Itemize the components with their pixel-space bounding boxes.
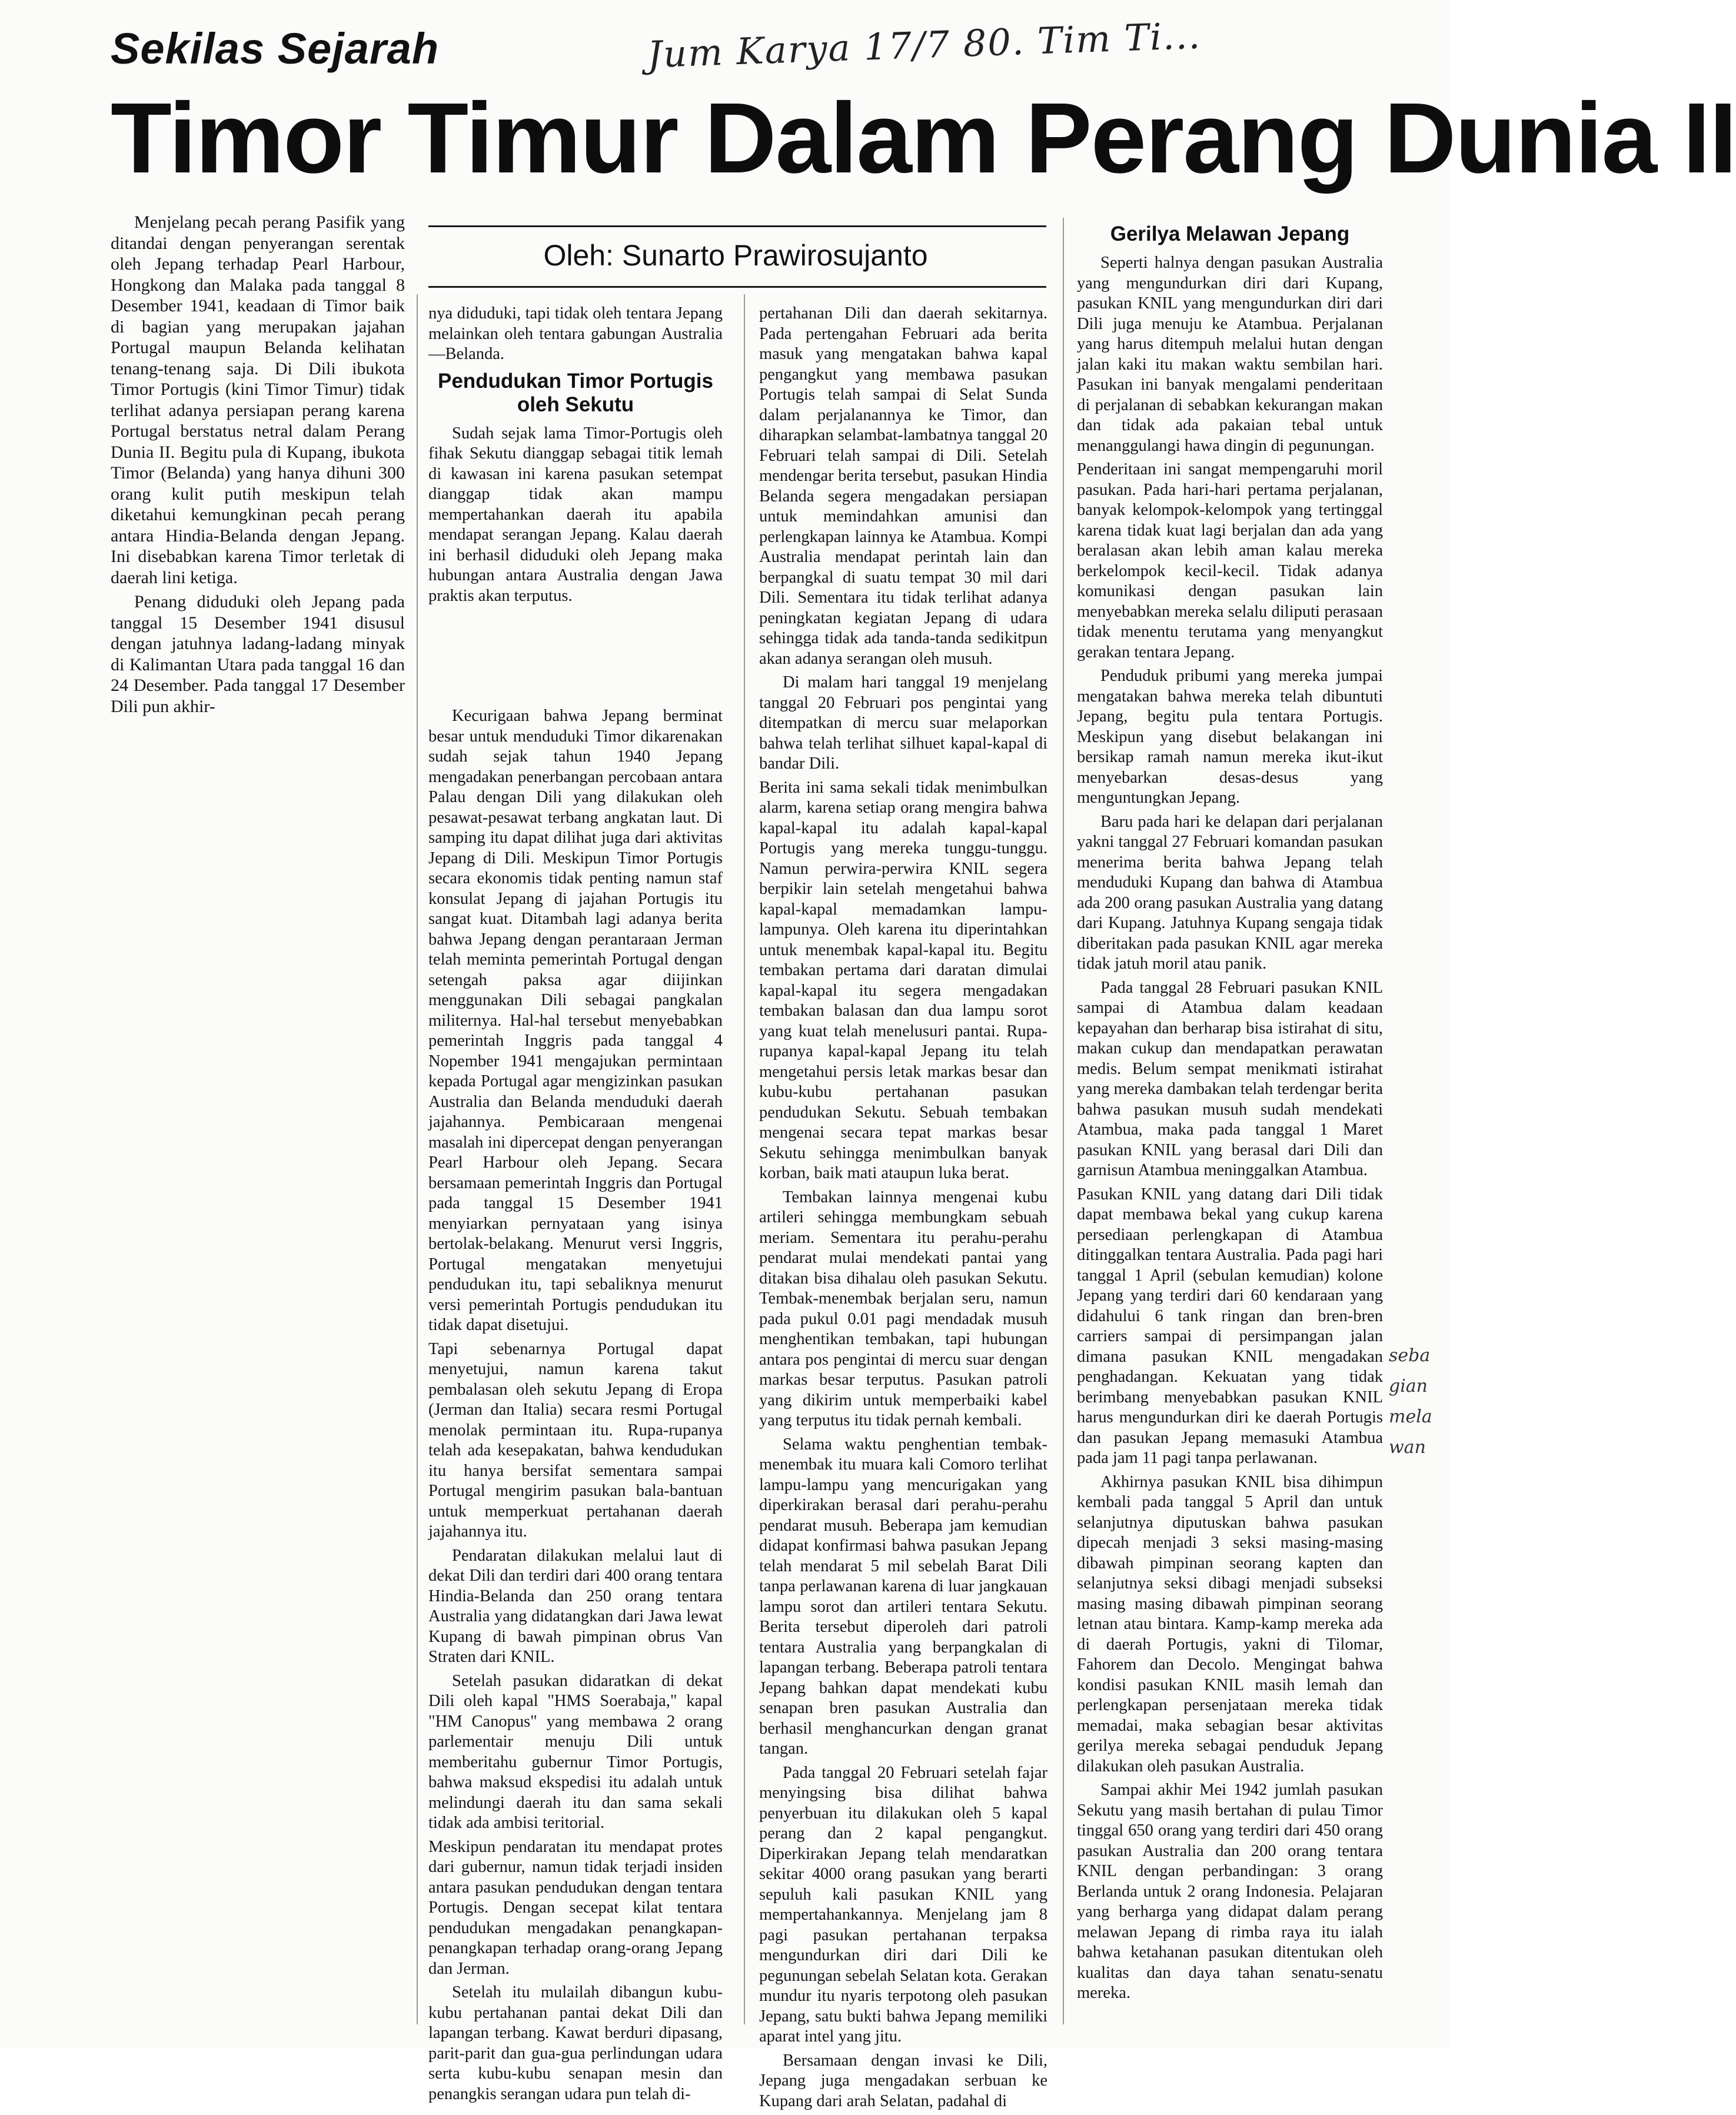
paragraph: Pada tanggal 28 Februari pasukan KNIL sampai di Atambua dalam keadaan kepayahan dan berharap bisa istirahat di situ, makan cukup dan mendapatkan perawatan medis. Belum sempat menikmati istirahat yang mereka dambakan telah terdengar berita bahwa pasukan musuh sudah mendekati Atambua, maka pada tanggal 1 Maret pasukan KNIL yang berasal dari Dili dan garnisun Atambua meninggalkan Atambua.	[1077, 978, 1383, 1179]
paragraph: Di malam hari tanggal 19 menjelang tanggal 20 Februari pos pengintai yang ditempatkan di mercu suar melaporkan bahwa telah terlihat silhuet kapal-kapal di bandar Dili.	[759, 673, 1047, 773]
paragraph: Bersamaan dengan invasi ke Dili, Jepang juga mengadakan serbuan ke Kupang dari arah Selatan, padahal di	[759, 2051, 1047, 2110]
byline-rule-bottom	[428, 286, 1046, 288]
paragraph: Setelah itu mulailah dibangun kubu-kubu pertahanan pantai dekat Dili dan lapangan terbang. Kawat berduri dipasang, parit-parit dan gua-gua perlindungan udara serta kubu-kubu senapan mesin dan penangkis serangan udara pun telah di-	[428, 1983, 723, 2103]
handwritten-margin-note: seba gian mela wan	[1389, 1345, 1432, 1458]
paragraph: Seperti halnya dengan pasukan Australia yang mengundurkan diri dari Kupang, pasukan KNIL yang mengundurkan diri dari Dili juga menuju ke Atambua. Perjalanan yang harus ditempuh melalui hutan dengan jalan kaki itu makan waktu sembilan hari. Pasukan ini banyak mengalami penderitaan di perjalanan di sebabkan kekurangan makan dan tidak ada pakaian tebal untuk menanggulangi hawa dingin di pegunungan.	[1077, 254, 1383, 455]
byline-rule-top	[428, 225, 1046, 227]
paragraph: Baru pada hari ke delapan dari perjalanan yakni tanggal 27 Februari komandan pasukan menerima berita bahwa Jepang telah menduduki Kupang dan bahwa di Atambua ada 200 orang pasukan Australia yang datang dari Kupang. Jatuhnya Kupang sengaja tidak diberitakan pada pasukan KNIL agar mereka tidak jatuh moril atau panik.	[1077, 812, 1383, 973]
paragraph: Pendaratan dilakukan melalui laut di dekat Dili dan terdiri dari 400 orang tentara Hindia-Belanda dan 250 orang tentara Australia yang didatangkan dari Jawa lewat Kupang di bawah pimpinan obrus Van Straten dari KNIL.	[428, 1546, 723, 1666]
paragraph: Meskipun pendaratan itu mendapat protes dari gubernur, namun tidak terjadi insiden antara pasukan pendudukan dengan tentara Portugis. Dengan secepat kilat tentara pendudukan mengadakan penangkapan-penangkapan terhadap orang-orang Jepang dan Jerman.	[428, 1837, 723, 1978]
article-headline: Timor Timur Dalam Perang Dunia II	[111, 82, 1736, 194]
paragraph: Selama waktu penghentian tembak-menembak itu muara kali Comoro terlihat lampu-lampu yang mencurigakan yang diperkirakan berasal dari perahu-perahu pendarat musuh. Beberapa jam kemudian didapat konfirmasi bahwa pasukan Jepang telah mendarat 5 mil sebelah Barat Dili tanpa perlawanan karena di luar jangkauan lampu sorot dan artileri tentara Sekutu. Berita tersebut diperoleh dari patroli tentara Australia yang berpangkalan di lapangan terbang. Beberapa patroli tentara Jepang bahkan dapat mendekati kubu senapan bren pasukan Australia dan berhasil menghancurkan dengan granat tangan.	[759, 1435, 1047, 1758]
article-column-3	[759, 304, 1047, 2115]
paragraph: Berita ini sama sekali tidak menimbulkan alarm, karena setiap orang mengira bahwa kapal-kapal itu adalah kapal-kapal Portugis yang mereka tunggu-tunggu. Namun perwira-perwira KNIL segera berpikir lain setelah mengetahui bahwa kapal-kapal memadamkan lampu-lampunya. Oleh karena itu diperintahkan untuk menembak kapal-kapal itu. Begitu tembakan pertama dari daratan dimulai kapal-kapal itu segera mengadakan tembakan balasan dan dua lampu sorot yang kuat telah menelusuri pantai. Rupa-rupanya kapal-kapal Jepang itu telah mengetahui persis letak markas besar dan kubu-kubu pertahanan pasukan pendudukan Sekutu. Sebuah tembakan mengenai secara tepat markas besar Sekutu sehingga menimbulkan banyak korban, baik mati ataupun luka berat.	[759, 778, 1047, 1182]
paragraph: Penang diduduki oleh Jepang pada tanggal 15 Desember 1941 disusul dengan jatuhnya ladang-ladang minyak di Kalimantan Utara pada tanggal 16 dan 24 Desember. Pada tanggal 17 Desember Dili pun akhir-	[111, 592, 405, 716]
article-column-1	[111, 212, 405, 720]
paragraph: nya diduduki, tapi tidak oleh tentara Jepang melainkan oleh tentara gabungan Australia—Belanda.	[428, 304, 723, 363]
article-byline: Oleh: Sunarto Prawirosujanto	[543, 239, 928, 272]
paragraph: Setelah pasukan didaratkan di dekat Dili oleh kapal "HMS Soerabaja," kapal "HM Canopus" yang membawa 2 orang parlementair menuju Dili untuk memberitahu gubernur Timor Portugis, bahwa maksud ekspedisi itu adalah untuk melindungi daerah itu dan sama sekali tidak ada ambisi teritorial.	[428, 1671, 723, 1832]
paragraph: Penderitaan ini sangat mempengaruhi moril pasukan. Pada hari-hari pertama perjalanan, banyak kelompok-kelompok yang tertinggal karena tidak kuat lagi berjalan dan ada yang beralasan akan lebih aman kalau mereka berkelompok kecil-kecil. Tidak adanya komunikasi dengan pasukan lain menyebabkan mereka selalu diliputi perasaan tidak menentu terutama yang menyangkut gerakan tentara Jepang.	[1077, 460, 1383, 661]
handwritten-annotation: Jum Karya 17/7 80. Tim Ti...	[647, 14, 1202, 77]
paragraph: Sampai akhir Mei 1942 jumlah pasukan Sekutu yang masih bertahan di pulau Timor tinggal 650 orang yang terdiri dari 450 orang pasukan Australia dan 200 orang tentara KNIL dengan perbandingan: 3 orang Berlanda untuk 2 orang Indonesia. Pelajaran yang berharga yang didapat dalam perang melawan Jepang di rimba raya itu ialah bahwa ketahanan pasukan ditentukan oleh kualitas dan daya tahan senatu-senatu mereka.	[1077, 1781, 1383, 2002]
paragraph: Pasukan KNIL yang datang dari Dili tidak dapat membawa bekal yang cukup karena persediaan perlengkapan di Atambua ditinggalkan tentara Australia. Pada pagi hari tanggal 1 April (sebulan kemudian) kolone Jepang yang terdiri dari 60 kendaraan yang didahului 6 tank ringan dan bren-bren carriers sampai di persimpangan jalan dimana pasukan KNIL mengadakan penghadangan. Kekuatan yang tidak berimbang menyebabkan pasukan KNIL harus mengundurkan diri ke daerah Portugis dan pasukan Jepang memasuki Atambua pada jam 11 pagi tanpa perlawanan.	[1077, 1185, 1383, 1467]
paragraph: Menjelang pecah perang Pasifik yang ditandai dengan penyerangan serentak oleh Jepang terhadap Pearl Harbour, Hongkong dan Malaka pada tanggal 8 Desember 1941, keadaan di Timor baik di bagian yang merupakan jajahan Portugal maupun Belanda kelihatan tenang-tenang saja. Di Dili ibukota Timor Portugis (kini Timor Timur) tidak terlihat adanya persiapan perang karena Portugal berstatus netral dalam Perang Dunia II. Begitu pula di Kupang, ibukota Timor (Belanda) yang hanya dihuni 300 orang kulit putih meskipun telah diketahui kemungkinan pecah perang antara Hindia-Belanda dengan Jepang. Ini disebabkan karena Timor terletak di daerah lini ketiga.	[111, 212, 405, 587]
column-divider-3	[1063, 218, 1064, 2024]
article-column-2-lower	[428, 706, 723, 2108]
paragraph: Sudah sejak lama Timor-Portugis oleh fihak Sekutu dianggap sebagai titik lemah di kawasan ini karena pasukan setempat dianggap tidak akan mampu mempertahankan daerah itu apabila mendapat serangan Jepang. Kalau daerah ini berhasil diduduki oleh Jepang maka hubungan antara Australia dengan Jawa praktis akan terputus.	[428, 424, 723, 605]
section-heading: Pendudukan Timor Portugis oleh Sekutu	[437, 369, 713, 416]
column-divider-2	[744, 294, 745, 2024]
paragraph: Pada tanggal 20 Februari setelah fajar menyingsing bisa dilihat bahwa penyerbuan itu dilakukan oleh 5 kapal perang dan 2 kapal pengangkut. Diperkirakan Jepang telah mendaratkan sekitar 4000 orang pasukan yang berarti sepuluh kali pasukan KNIL yang mempertahankannya. Menjelang jam 8 pagi pasukan pertahanan terpaksa mengundurkan diri dari Dili ke pegunungan sebelah Selatan kota. Gerakan mundur itu nyaris terpotong oleh pasukan Jepang, satu bukti bahwa Jepang memiliki aparat intel yang jitu.	[759, 1763, 1047, 2046]
paragraph: Kecurigaan bahwa Jepang berminat besar untuk menduduki Timor dikarenakan sudah sejak tahun 1940 Jepang mengadakan penerbangan percobaan antara Palau dengan Dili yang dilakukan oleh pesawat-pesawat terbang angkatan laut. Di samping itu dapat dilihat juga dari aktivitas Jepang di Dili. Meskipun Timor Portugis secara ekonomis tidak penting namun staf konsulat Jepang di jajahan Portugis itu sangat kuat. Ditambah lagi adanya berita bahwa Jepang dengan perantaraan Jerman telah meminta pemerintah Portugal dengan setengah paksa agar diijinkan menggunakan Dili sebagai pangkalan militernya. Hal-hal tersebut menyebabkan pemerintah Inggris pada tanggal 4 Nopember 1941 mengajukan permintaan kepada Portugal agar mengizinkan pasukan Australia dan Belanda menduduki daerah jajahannya. Pembicaraan mengenai masalah ini dipercepat dengan penyerangan Pearl Harbour oleh Jepang. Secara bersamaan pemerintah Inggris dan Portugal pada tanggal 15 Desember 1941 menyiarkan pernyataan yang isinya bertolak-belakang. Menurut versi Inggris, Portugal mengatakan menyetujui pendudukan itu, tapi sebaliknya menurut versi pemerintah Portugis pendudukan itu tidak dapat disetujui.	[428, 707, 723, 1334]
section-heading: Gerilya Melawan Jepang	[1110, 222, 1350, 245]
article-column-4	[1077, 218, 1383, 2007]
paragraph: Akhirnya pasukan KNIL bisa dihimpun kembali pada tanggal 5 April dan untuk selanjutnya diputuskan bahwa pasukan dipecah menjadi 3 seksi masing-masing dibawah pimpinan seorang kapten dan selanjutnya seksi dibagi menjadi subseksi masing masing dibawah pimpinan seorang letnan atau bintara. Kamp-kamp mereka ada di daerah Portugis, yakni di Tilomar, Fahorem dan Decolo. Mengingat bahwa kondisi pasukan KNIL masih lemah dan perlengkapan persenjataan mereka tidak memadai, maka sebagian besar aktivitas gerilya mereka sebagai penduduk Jepang dilakukan oleh pasukan Australia.	[1077, 1472, 1383, 1775]
section-kicker: Sekilas Sejarah	[111, 24, 440, 73]
article-column-2	[428, 304, 723, 610]
paragraph: Tembakan lainnya mengenai kubu artileri sehingga membungkam sebuah meriam. Sementara itu perahu-perahu pendarat mulai mendekati pantai yang ditakan bisa dihalau oleh pasukan Sekutu. Tembak-menembak berjalan seru, namun pada pukul 0.01 pagi mendadak musuh menghentikan tembakan, tapi hubungan antara pos pengintai di mercu suar dengan markas besar terputus. Pasukan patroli yang dikirim untuk memperbaiki kabel yang terputus itu tidak pernah kembali.	[759, 1188, 1047, 1429]
paragraph: pertahanan Dili dan daerah sekitarnya. Pada pertengahan Februari ada berita masuk yang mengatakan bahwa kapal pengangkut yang membawa pasukan Portugis telah sampai di Selat Sunda dalam perjalanannya ke Timor, dan diharapkan selambat-lambatnya tanggal 20 Februari telah sampai di Dili. Setelah mendengar berita tersebut, pasukan Hindia Belanda segera mengadakan persiapan untuk memindahkan amunisi dan perlengkapan lainnya ke Atambua. Kompi Australia mendapat perintah lain dan berpangkal di suatu tempat 30 mil dari Dili. Sementara itu tidak terlihat adanya peningkatan kegiatan Jepang di udara sehingga tidak ada tanda-tanda sedikitpun akan adanya serangan oleh musuh.	[759, 304, 1047, 668]
column-divider-1	[417, 294, 418, 2024]
paragraph: Tapi sebenarnya Portugal dapat menyetujui, namun karena takut pembalasan oleh sekutu Jepang di Eropa (Jerman dan Italia) secara resmi Portugal menolak permintaan itu. Rupa-rupanya telah ada kesepakatan, bahwa kendudukan itu hanya bersifat sementara sampai Portugal mengirim pasukan bala-bantuan untuk memperkuat pertahanan daerah jajahannya itu.	[428, 1339, 723, 1541]
paragraph: Penduduk pribumi yang mereka jumpai mengatakan bahwa mereka telah dibuntuti Jepang, begitu pula tentara Portugis. Meskipun yang disebut belakangan ini bersikap ramah namun mereka ikut-ikut menyebarkan desas-desus yang menguntungkan Jepang.	[1077, 667, 1383, 807]
